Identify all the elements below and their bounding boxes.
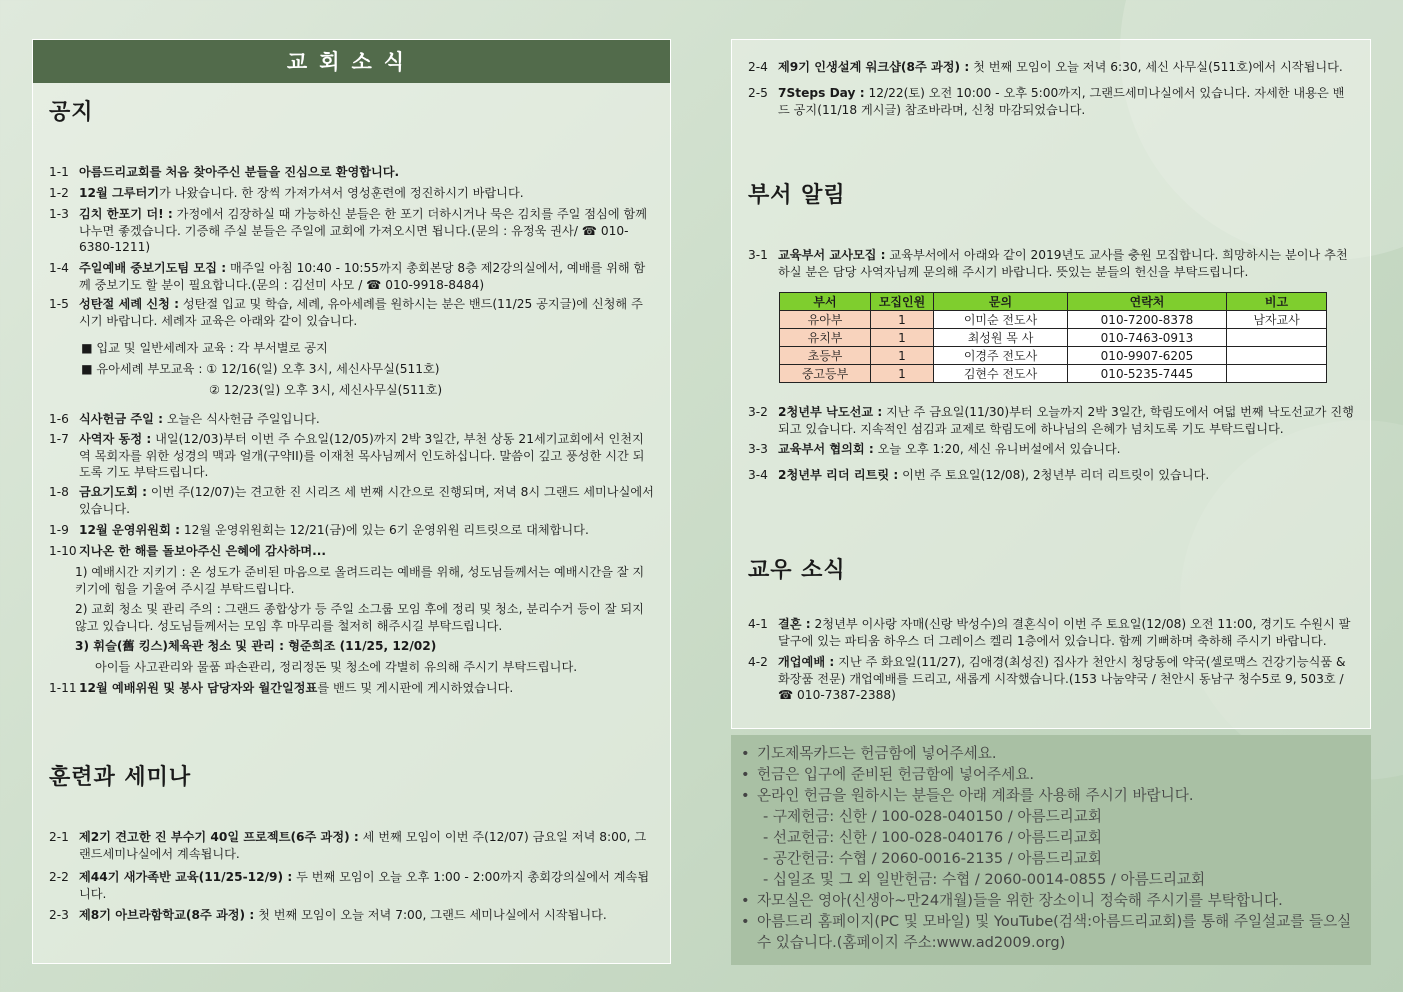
dept-item: 3-4 2청년부 리더 리트릿 : 이번 주 토요일(12/08), 2청년부 리더 리트릿이 있습니다. xyxy=(748,468,1210,482)
notice-item: 1-11 12월 예배위원 및 봉사 담당자와 월간일정표를 밴드 및 게시판에 게시하였습니다. xyxy=(49,681,514,695)
notice-item: 1-6 식사헌금 주일 : 오늘은 식사헌금 주일입니다. xyxy=(49,412,320,426)
dept-item: 3-2 2청년부 낙도선교 : 지난 주 금요일(11/30)부터 오늘까지 2박 3일간, 학림도에서 여덟 번째 낙도선교가 진행되고 있습니다. 지속적인 섬김과 교제로 학림도에 하나님의 은혜가 넘치도록 기도 부탁드립니다. xyxy=(748,405,1354,436)
table-cell: 남자교사 xyxy=(1227,311,1327,329)
training-item: 2-1 제2기 견고한 진 부수기 40일 프로젝트(6주 과정) : 세 번째 모임이 이번 주(12/07) 금요일 저녁 8:00, 그랜드세미나실에서 계속됩니다. xyxy=(49,830,647,861)
bank-account: - 십일조 및 그 외 일반헌금: 수협 / 2060-0014-0855 / 아름드리교회 xyxy=(763,871,1206,888)
baptism-schedule: ■ 입교 및 일반세례자 교육 : 각 부서별로 공지 xyxy=(81,341,328,355)
table-cell: 010-7463-0913 xyxy=(1068,329,1227,347)
notice-item: 1-10 지나온 한 해를 돌보아주신 은혜에 감사하며... xyxy=(49,544,327,558)
table-header: 부서 xyxy=(780,293,871,311)
offering-line: • 온라인 헌금을 원하시는 분들은 아래 계좌를 사용해 주시기 바랍니다. xyxy=(741,787,1194,804)
baptism-schedule: ■ 유아세례 부모교육 : ① 12/16(일) 오후 3시, 세신사무실(511호) xyxy=(81,362,440,376)
table-header: 모집인원 xyxy=(871,293,934,311)
table-cell: 초등부 xyxy=(780,347,871,365)
page-title: 교회소식 xyxy=(33,40,670,83)
table-row xyxy=(780,347,1327,365)
notice-subitem: 2) 교회 청소 및 관리 주의 : 그랜드 종합상가 등 주일 소그룹 모임 후에 정리 및 청소, 분리수거 등이 잘 되지 않고 있습니다. 성도님들께서는 모임 후 마무리를 철저히 해주시길 부탁드립니다. xyxy=(75,602,644,633)
offering-line: • 헌금은 입구에 준비된 헌금함에 넣어주세요. xyxy=(741,766,1034,783)
members-item: 4-2 개업예배 : 지난 주 화요일(11/27), 김애경(최성진) 집사가 천안시 청당동에 약국(셀로맥스 건강기능식품 & 화장품 전문) 개업예배를 드리고, 새롭게 시작했습니다.(153 나눔약국 / 천안시 동남구 청수5로 9, 503호 / ☎ 010-7387-2388) xyxy=(748,655,1346,703)
notice-subitem: 아이들 사고관리와 물품 파손관리, 정리정돈 및 청소에 각별히 유의해 주시기 부탁드립니다. xyxy=(95,660,578,674)
notice-item: 1-7 사역자 동정 : 내일(12/03)부터 이번 주 수요일(12/05)까지 2박 3일간, 부천 상동 21세기교회에서 인천지역 목회자를 위한 성경의 맥과 얼개(구약II)를 이재천 목사님께서 인도하십니다. 말씀이 깊고 풍성한 시간 되도록 기도 부탁드립니다. xyxy=(49,432,645,480)
table-cell: 010-7200-8378 xyxy=(1068,311,1227,329)
table-cell: 중고등부 xyxy=(780,365,871,383)
table-cell: 유치부 xyxy=(780,329,871,347)
notice-subitem: 3) 휘슬(舊 킹스)체육관 청소 및 관리 : 형준희조 (11/25, 12/02) xyxy=(75,639,437,653)
table-cell: 이경주 전도사 xyxy=(934,347,1068,365)
notice-subitem: 1) 예배시간 지키기 : 온 성도가 준비된 마음으로 올려드리는 예배를 위해, 성도님들께서는 예배시간을 잘 지키기에 힘을 기울여 주시길 부탁드립니다. xyxy=(75,565,645,596)
left-panel xyxy=(32,39,671,964)
table-cell: 1 xyxy=(871,329,934,347)
table-cell: 010-9907-6205 xyxy=(1068,347,1227,365)
offering-line: • 아름드리 홈페이지(PC 및 모바일) 및 YouTube(검색:아름드리교회)를 통해 주일설교를 들으실 수 있습니다.(홈페이지 주소:www.ad2009.org) xyxy=(741,913,1352,951)
offering-info-box xyxy=(731,735,1371,965)
table-row xyxy=(780,329,1327,347)
table-cell xyxy=(1227,329,1327,347)
table-cell: 1 xyxy=(871,347,934,365)
training-item: 2-2 제44기 새가족반 교육(11/25-12/9) : 두 번째 모임이 오늘 오후 1:00 - 2:00까지 총회강의실에서 계속됩니다. xyxy=(49,870,650,901)
training-item: 2-4 제9기 인생설계 워크샵(8주 과정) : 첫 번째 모임이 오늘 저녁 6:30, 세신 사무실(511호)에서 시작됩니다. xyxy=(748,60,1343,74)
members-heading: 교우 소식 xyxy=(748,558,846,583)
training-heading: 훈련과 세미나 xyxy=(49,765,192,790)
bank-account: - 구제헌금: 신한 / 100-028-040150 / 아름드리교회 xyxy=(763,808,1102,825)
table-cell: 1 xyxy=(871,365,934,383)
teacher-recruit-table xyxy=(779,292,1327,383)
table-row xyxy=(780,311,1327,329)
notice-item: 1-5 성탄절 세례 신청 : 성탄절 입교 및 학습, 세례, 유아세례를 원하시는 분은 밴드(11/25 공지글)에 신청해 주시기 바랍니다. 세례자 교육은 아래와 같이 있습니다. xyxy=(49,297,643,328)
table-header: 연락처 xyxy=(1068,293,1227,311)
table-cell xyxy=(1227,365,1327,383)
dept-item: 3-1 교육부서 교사모집 : 교육부서에서 아래와 같이 2019년도 교사를 충원 모집합니다. 희망하시는 분이나 추천하실 분은 담당 사역자님께 문의해 주시기 바랍니다. 뜻있는 분들의 헌신을 부탁드립니다. xyxy=(748,248,1348,279)
bank-account: - 선교헌금: 신한 / 100-028-040176 / 아름드리교회 xyxy=(763,829,1102,846)
notice-item: 1-8 금요기도회 : 이번 주(12/07)는 견고한 진 시리즈 세 번째 시간으로 진행되며, 저녁 8시 그랜드 세미나실에서 있습니다. xyxy=(49,485,654,516)
notice-heading: 공지 xyxy=(49,100,94,125)
table-cell xyxy=(1227,347,1327,365)
table-cell: 1 xyxy=(871,311,934,329)
table-row xyxy=(780,365,1327,383)
table-cell: 이미순 전도사 xyxy=(934,311,1068,329)
training-item: 2-5 7Steps Day : 12/22(토) 오전 10:00 - 오후 5:00까지, 그랜드세미나실에서 있습니다. 자세한 내용은 밴드 공지(11/18 게시글) 참조바라며, 신청 마감되었습니다. xyxy=(748,86,1345,117)
notice-item: 1-4 주일예배 중보기도팀 모집 : 매주일 아침 10:40 - 10:55까지 총회본당 8층 제2강의실에서, 예배를 위해 함께 중보기도 할 분이 필요합니다.(문의 : 김선미 사모 / ☎ 010-9918-8484) xyxy=(49,261,646,292)
dept-item: 3-3 교육부서 협의회 : 오늘 오후 1:20, 세신 유니버설에서 있습니다. xyxy=(748,442,1121,456)
dept-heading: 부서 알림 xyxy=(748,183,846,208)
training-item: 2-3 제8기 아브라함학교(8주 과정) : 첫 번째 모임이 오늘 저녁 7:00, 그랜드 세미나실에서 시작됩니다. xyxy=(49,908,607,922)
table-cell: 유아부 xyxy=(780,311,871,329)
table-header-row xyxy=(780,293,1327,311)
notice-item: 1-3 김치 한포기 더! : 가정에서 김장하실 때 가능하신 분들은 한 포기 더하시거나 묵은 김치를 주일 점심에 함께 나누면 좋겠습니다. 기증해 주실 분들은 주일에 교회에 가져오시면 됩니다.(문의 : 유정욱 권사/ ☎ 010-6380-1211) xyxy=(49,207,648,255)
right-panel xyxy=(731,39,1371,729)
table-header: 비고 xyxy=(1227,293,1327,311)
table-cell: 010-5235-7445 xyxy=(1068,365,1227,383)
notice-item: 1-2 12월 그루터기가 나왔습니다. 한 장씩 가져가셔서 영성훈련에 정진하시기 바랍니다. xyxy=(49,186,524,200)
table-header: 문의 xyxy=(934,293,1068,311)
offering-line: • 기도제목카드는 헌금함에 넣어주세요. xyxy=(741,745,997,762)
bank-account: - 공간헌금: 수협 / 2060-0016-2135 / 아름드리교회 xyxy=(763,850,1102,867)
notice-item: 1-1 아름드리교회를 처음 찾아주신 분들을 진심으로 환영합니다. xyxy=(49,165,400,179)
table-cell: 김현수 전도사 xyxy=(934,365,1068,383)
table-cell: 최성원 목 사 xyxy=(934,329,1068,347)
notice-item: 1-9 12월 운영위원회 : 12월 운영위원회는 12/21(금)에 있는 6기 운영위원 리트릿으로 대체합니다. xyxy=(49,523,589,537)
offering-line: • 자모실은 영아(신생아~만24개월)들을 위한 장소이니 정숙해 주시기를 부탁합니다. xyxy=(741,892,1283,909)
members-item: 4-1 결혼 : 2청년부 이사랑 자매(신랑 박성수)의 결혼식이 이번 주 토요일(12/08) 오전 11:00, 경기도 수원시 팔달구에 있는 파티움 하우스 더 그레이스 켈리 1층에서 있습니다. 함께 기뻐하며 축하해 주시기 바랍니다. xyxy=(748,617,1351,648)
baptism-schedule: ② 12/23(일) 오후 3시, 세신사무실(511호) xyxy=(209,383,443,397)
